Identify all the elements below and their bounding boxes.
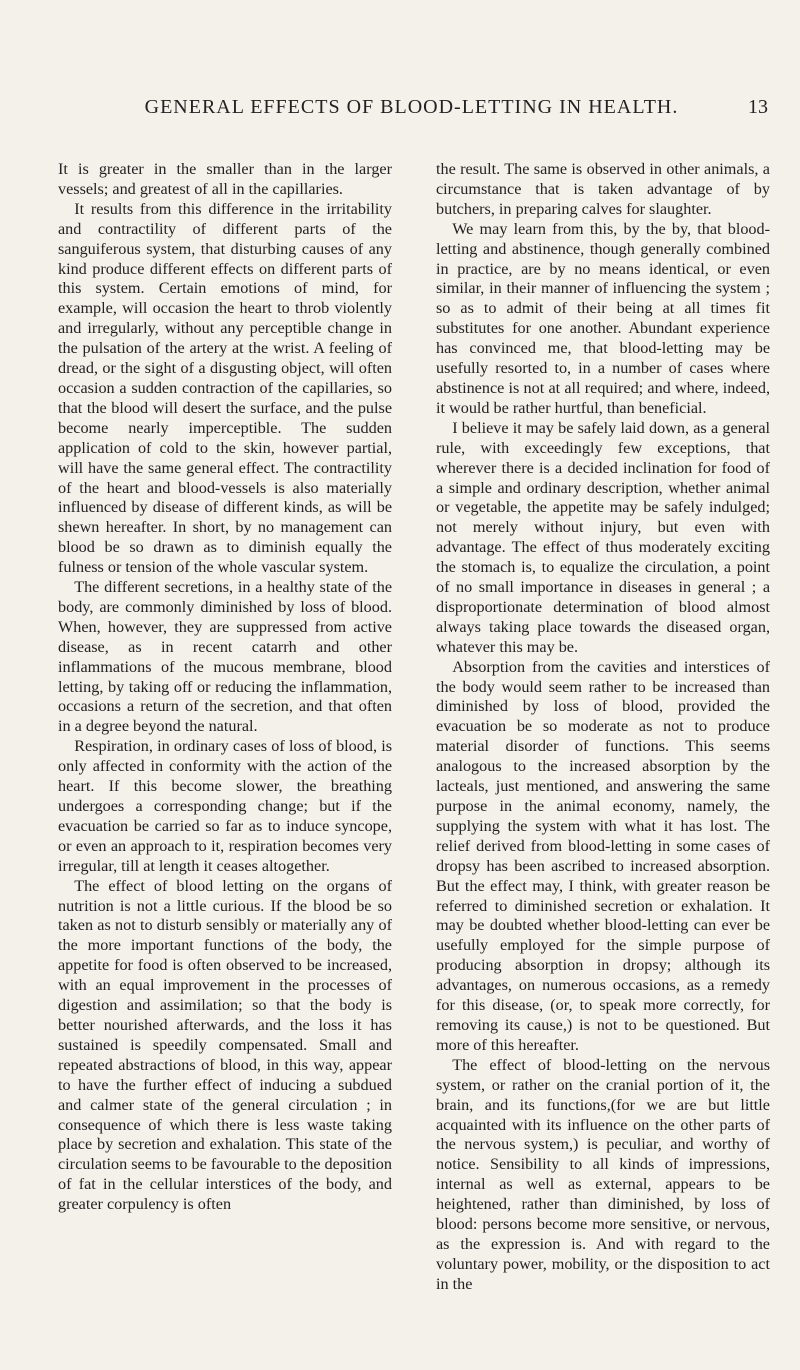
paragraph: Absorption from the cavities and interstices of the body would seem rather to be increased than diminished by loss of blood, provided the evacuation be so moderate as not to produce material disorder of functions. This seems analogous to the increased absorption by the lacteals, just mentioned, and answering the same purpose in the animal economy, namely, the supplying the system with what it has lost. The relief derived from blood-letting in some cases of dropsy has been ascribed to increased absorption. But the effect may, I think, with greater reason be referred to diminished secretion or exhalation. It may be doubted whether blood-letting can ever be usefully employed for the simple purpose of producing absorption in dropsy; although its advantages, on numerous occasions, as a remedy for this disease, (or, to speak more correctly, for removing its cause,) is not to be questioned. But more of this hereafter. [436,657,770,1054]
paragraph: Respiration, in ordinary cases of loss of blood, is only affected in conformity with the action of the heart. If this become slower, the breathing undergoes a corresponding change; but if the evacuation be carried so far as to induce syncope, or even an approach to it, respiration becomes very irregular, till at length it ceases altogether. [58,737,392,875]
page-header [55,96,768,126]
paragraph: It results from this difference in the irritability and contractility of different parts of the sanguiferous system, that disturbing causes of any kind produce different effects on different parts of this system. Certain emotions of mind, for example, will occasion the heart to throb violently and irregularly, without any perceptible change in the pulsation of the artery at the wrist. A feeling of dread, or the sight of a disgusting object, will often occasion a sudden contraction of the capillaries, so that the blood will desert the surface, and the pulse become nearly imperceptible. The sudden application of cold to the skin, however partial, will have the same general effect. The contractility of the heart and blood-vessels is also materially influenced by disease of different kinds, as will be shewn hereafter. In short, by no management can blood be so drawn as to diminish equally the fulness or tension of the whole vascular system. [58,199,392,577]
paragraph: I believe it may be safely laid down, as a general rule, with exceedingly few exceptions, that wherever there is a decided inclination for food of a simple and ordinary description, whether animal or vegetable, the appetite may be safely indulged; not merely without injury, but even with advantage. The effect of thus moderately exciting the stomach is, to equalize the circulation, a point of no small importance in diseases in general ; a disproportionate determination of blood almost always taking place towards the diseased organ, whatever this may be. [436,418,770,656]
paragraph: The effect of blood-letting on the nervous system, or rather on the cranial portion of it, the brain, and its functions,(for we are but little acquainted with its influence on the other parts of the nervous system,) is peculiar, and worthy of notice. Sensibility to all kinds of impressions, internal as well as external, appears to be heightened, rather than diminished, by loss of blood: persons become more sensitive, or nervous, as the expression is. And with regard to the voluntary power, mobility, or the disposition to act in the [436,1055,770,1293]
paragraph: It is greater in the smaller than in the larger vessels; and greatest of all in the capillaries. [58,160,392,198]
paragraph: The different secretions, in a healthy state of the body, are commonly diminished by loss of blood. When, however, they are suppressed from active disease, as in recent catarrh and other inflammations of the mucous membrane, blood letting, by taking off or reducing the inflammation, occasions a return of the secretion, and that often in a degree beyond the natural. [58,578,392,736]
page-number: 13 [748,96,768,118]
running-title: GENERAL EFFECTS OF BLOOD-LETTING IN HEALTH. [144,96,679,118]
paragraph: We may learn from this, by the by, that blood-letting and abstinence, though generally combined in practice, are by no means identical, or even similar, in their manner of influencing the system ; so as to admit of their being at all times fit substitutes for one another. Abundant experience has convinced me, that blood-letting may be usefully resorted to, in a number of cases where abstinence is not at all required; and where, indeed, it would be rather hurtful, than beneficial. [436,219,770,417]
right-column [436,160,770,1310]
paragraph: the result. The same is observed in other animals, a circumstance that is taken advantage of by butchers, in preparing calves for slaughter. [436,160,770,218]
text-columns [58,160,770,1310]
paragraph: The effect of blood letting on the organs of nutrition is not a little curious. If the blood be so taken as not to disturb sensibly or materially any of the more important functions of the body, the appetite for food is often observed to be increased, with an equal improvement in the processes of digestion and assimilation; so that the body is better nourished afterwards, and the loss it has sustained is speedily compensated. Small and repeated abstractions of blood, in this way, appear to have the further effect of inducing a subdued and calmer state of the general circulation ; in consequence of which there is less waste taking place by secretion and exhalation. This state of the circulation seems to be favourable to the deposition of fat in the cellular interstices of the body, and greater corpulency is often [58,876,392,1214]
left-column [58,160,392,1310]
